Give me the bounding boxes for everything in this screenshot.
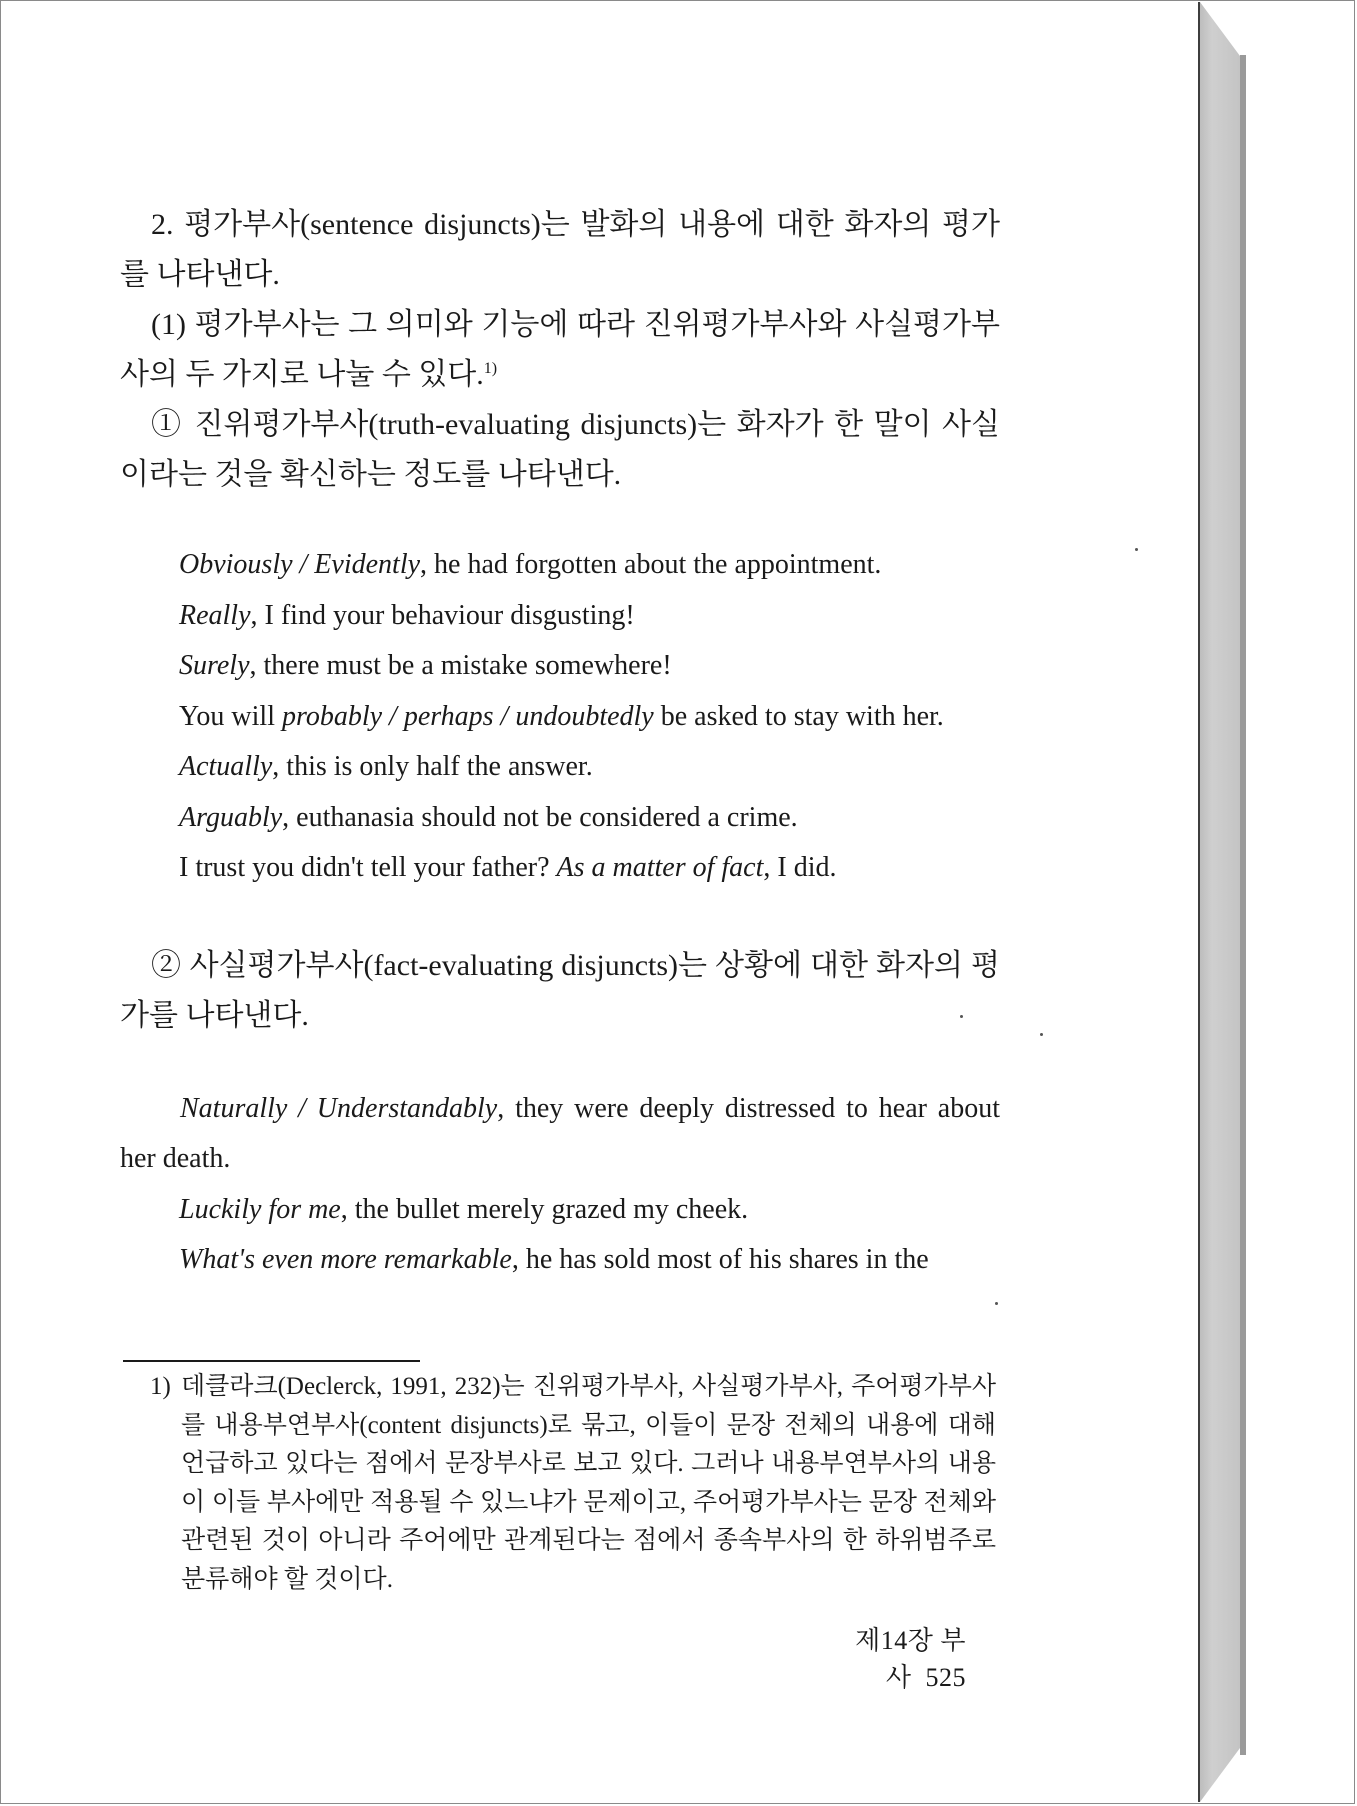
book-edge — [1200, 2, 1240, 1802]
example-rest: , I find your behaviour disgusting! — [250, 599, 635, 631]
example-sentence — [120, 1185, 1000, 1236]
fact-examples-list — [120, 1084, 1000, 1286]
example-adverb: As a matter of fact — [556, 852, 764, 883]
example-rest: , they were deeply distressed to hear about her death. — [120, 1092, 1001, 1174]
example-rest: , this is only half the answer. — [272, 751, 593, 782]
example-rest: , I did. — [763, 852, 837, 883]
page-number: 525 — [925, 1663, 966, 1692]
example-rest: , the bullet merely grazed my cheek. — [340, 1193, 749, 1225]
example-rest: , euthanasia should not be considered a crime. — [282, 801, 798, 833]
example-adverb: Actually — [179, 751, 273, 782]
footnote-number: 1) — [150, 1373, 171, 1400]
example-sentence — [120, 1235, 1000, 1286]
example-rest: , he has sold most of his shares in the — [511, 1244, 929, 1275]
example-adverb: Luckily for me — [179, 1193, 341, 1225]
footnote-divider — [123, 1360, 420, 1362]
example-adverb: Surely — [179, 650, 250, 681]
scan-speck — [1040, 1033, 1043, 1036]
scan-speck — [1135, 548, 1138, 551]
example-sentence — [120, 843, 1000, 894]
example-sentence — [120, 540, 1000, 591]
truth-evaluating-paragraph: ① 진위평가부사(truth-evaluating disjuncts)는 화자가 한 말이 사실이라는 것을 확신하는 정도를 나타낸다. — [120, 408, 1000, 491]
footnote — [150, 1368, 996, 1599]
example-sentence — [120, 1084, 1000, 1185]
example-adverb: Naturally / Understandably — [180, 1092, 498, 1124]
example-sentence — [120, 591, 1000, 642]
example-rest: , he had forgotten about the appointment. — [420, 549, 882, 580]
example-sentence — [120, 742, 1000, 793]
chapter-label: 제14장 부사 — [855, 1626, 966, 1692]
example-pre: I trust you didn't tell your father? — [179, 852, 557, 883]
section-heading: 2. 평가부사(sentence disjuncts)는 발화의 내용에 대한 화자의 평가를 나타낸다. — [120, 208, 1000, 291]
fact-evaluating-paragraph: ② 사실평가부사(fact-evaluating disjuncts)는 상황에 대한 화자의 평가를 나타낸다. — [120, 948, 1000, 1032]
example-sentence — [120, 793, 1000, 844]
page-body — [120, 200, 1000, 1286]
example-adverb: Obviously / Evidently — [179, 549, 421, 580]
scan-speck — [995, 1302, 998, 1305]
example-adverb: Arguably — [179, 801, 283, 833]
example-adverb: probably / perhaps / undoubtedly — [281, 700, 654, 732]
example-pre: You will — [179, 700, 282, 732]
footnote-text: 데클라크(Declerck, 1991, 232)는 진위평가부사, 사실평가부사, 주어평가부사를 내용부연부사(content disjuncts)로 묶고, 이들이 문장 전체의 내용에 대해 언급하고 있다는 점에서 문장부사로 보고 있다. 그러나 내용부연부사의 내용이 이들 부사에만 적용될 수 있느냐가 문제이고, 주어평가부사는 문장 전체와 관련된 것이 아니라 주어에만 관계된다는 점에서 종속부사의 한 하위범주로 분류해야 할 것이다. — [181, 1373, 996, 1593]
example-sentence — [120, 641, 1000, 692]
footnote-reference: 1) — [483, 360, 498, 377]
book-edge-shadow — [1240, 55, 1246, 1755]
running-footer — [780, 1620, 966, 1694]
example-rest: , there must be a mistake somewhere! — [249, 650, 672, 681]
truth-examples-list — [120, 540, 1000, 894]
example-rest: be asked to stay with her. — [653, 700, 944, 732]
scan-speck — [960, 1015, 963, 1018]
subsection-1 — [120, 300, 1000, 400]
subsection-1-text: (1) 평가부사는 그 의미와 기능에 따라 진위평가부사와 사실평가부사의 두 가지로 나눌 수 있다. — [120, 308, 1000, 391]
example-adverb: What's even more remarkable — [179, 1244, 512, 1275]
example-sentence — [120, 692, 1000, 743]
example-adverb: Really — [179, 599, 251, 631]
